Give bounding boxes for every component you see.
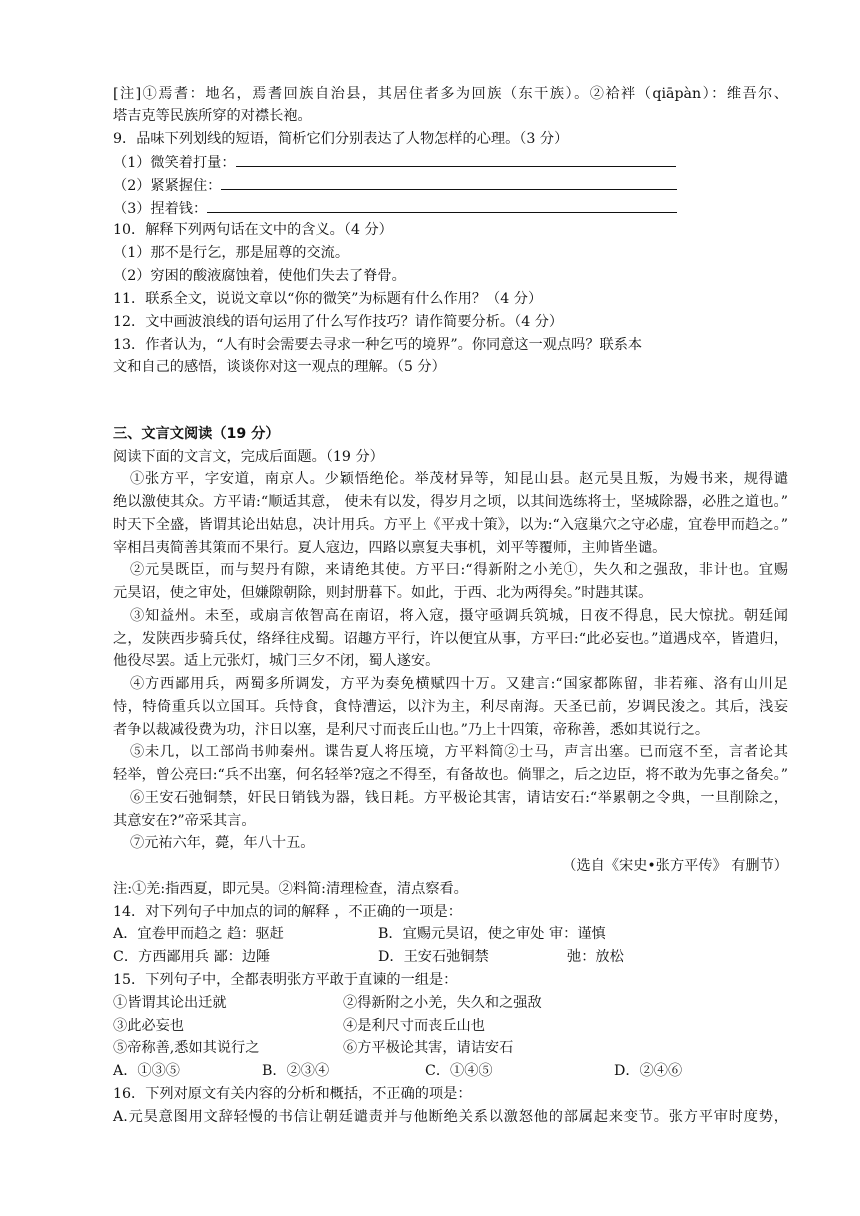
question-10-stem: 10．解释下列两句话在文中的含义。（4 分）	[113, 222, 393, 238]
question-14-stem: 14．对下列句子中加点的词的解释 ，不正确的一项是：	[113, 904, 462, 920]
annotation-line-2: 塔吉克等民族所穿的对襟长袍。	[113, 108, 312, 124]
question-10-item-1: （1）那不是行乞，那是屈尊的交流。	[113, 245, 350, 261]
source-citation: （选自《宋史•张方平传》 有删节）	[562, 858, 788, 874]
question-9-stem: 9．品味下列划线的短语，简析它们分别表达了人物怎样的心理。（3 分）	[113, 131, 569, 147]
question-14-option-b[interactable]: B．宜赐元昊诏，使之审处 审：谨慎	[378, 926, 606, 942]
footnote: 注:①羌:指西夏，即元昊。②料简:清理检查，清点察看。	[113, 881, 468, 897]
question-16-stem: 16．下列对原文有关内容的分析和概括，不正确的项是：	[113, 1086, 472, 1102]
passage-line: ③知益州。未至，或扇言侬智高在南诏，将入寇，摄守亟调兵筑城，日夜不得息，民大惊扰。朝廷闻	[130, 608, 788, 624]
passage-line: 恃，特倚重兵以立国耳。兵恃食，食恃漕运，以汴为主，利尽南海。天圣已前，岁调民浚之。其后，浅妄	[113, 699, 788, 715]
question-15-sentence-4: ④是利尺寸而丧丘山也	[343, 1018, 485, 1034]
passage-line: 之，发陕西步骑兵仗，络绎往戍蜀。诏趣方平行，许以便宜从事，方平曰:“此必妄也。”道遇戍卒，皆遣归，	[113, 631, 788, 647]
question-12: 12．文中画波浪线的语句运用了什么写作技巧？请作简要分析。（4 分）	[113, 314, 564, 330]
passage-line: ②元昊既臣，而与契丹有隙，来请绝其使。方平曰:“得新附之小羌①，失久和之强敌，非计也。宜赐	[130, 562, 788, 578]
question-15-sentence-5: ⑤帝称善,悉如其说行之	[113, 1040, 260, 1056]
question-15-option-a[interactable]: A．①③⑤	[113, 1063, 180, 1079]
passage-line: ⑥王安石弛铜禁，奸民日销钱为器，钱日耗。方平极论其害，请诘安石:“举累朝之令典，一旦削除之，	[130, 790, 788, 806]
question-15-sentence-1: ①皆谓其论出迁就	[113, 995, 227, 1011]
question-14-option-c[interactable]: C．方西鄙用兵 鄙：边陲	[113, 949, 271, 965]
question-13-line-2: 文和自己的感悟，谈谈你对这一观点的理解。（5 分）	[113, 359, 446, 375]
passage-line: 时天下全盛，皆谓其论出姑息，决计用兵。方平上《平戎十策》，以为:“入寇巢穴之守必虚，宜卷甲而趋之。”	[113, 517, 788, 533]
passage-line: 其意安在?”帝采其言。	[113, 813, 256, 829]
question-14-option-d-gloss: 弛：放松	[567, 949, 624, 965]
section-3-title: 三、文言文阅读（19 分）	[113, 426, 280, 442]
answer-blank[interactable]	[236, 151, 676, 167]
question-14-option-a[interactable]: A．宜卷甲而趋之 趋：驱赶	[113, 926, 284, 942]
passage-line: ⑤未几，以工部尚书帅秦州。谍告夏人将压境，方平料简②士马，声言出塞。已而寇不至，言者论其	[130, 744, 788, 760]
question-15-sentence-3: ③此必妄也	[113, 1018, 184, 1034]
question-11: 11．联系全文，说说文章以“你的微笑”为标题有什么作用？（4 分）	[113, 291, 543, 307]
passage-line: 他役尽罢。适上元张灯，城门三夕不闭，蜀人遂安。	[113, 653, 440, 669]
question-10-item-2: （2）穷困的酸液腐蚀着，使他们失去了脊骨。	[113, 268, 406, 284]
question-15-option-d[interactable]: D．②④⑥	[614, 1063, 683, 1079]
question-16-option-a[interactable]: A.元昊意图用文辞轻慢的书信让朝廷谴责并与他断绝关系以激怒他的部属起来变节。张方平审时度势，	[113, 1109, 788, 1125]
passage-line: ①张方平，字安道，南京人。少颖悟绝伦。举茂材异等，知昆山县。赵元昊且叛，为嫚书来，规得谴	[130, 471, 788, 487]
question-15-stem: 15．下列句子中，全都表明张方平敢于直谏的一组是：	[113, 972, 458, 988]
question-15-option-c[interactable]: C．①④⑤	[425, 1063, 493, 1079]
passage-line: 宰相吕夷简善其策而不果行。夏人寇边，四路以禀复夫事机，刘平等覆师，主帅皆坐谴。	[113, 540, 667, 556]
section-3-intro: 阅读下面的文言文，完成后面题。（19 分）	[113, 449, 384, 465]
passage-line: 绝以激使其众。方平请:“顺适其意， 使未有以发，得岁月之顷，以其间选练将士，坚城除器，必胜之道也。”	[113, 494, 788, 510]
question-15-sentence-6: ⑥方平极论其害，请诘安石	[343, 1040, 514, 1056]
passage-line: 者争以裁减役费为功，汴日以塞，是利尺寸而丧丘山也。”乃上十四策，帝称善，悉如其说行之。	[113, 722, 710, 738]
answer-blank[interactable]	[207, 197, 677, 213]
question-14-option-d[interactable]: D．王安石弛铜禁	[378, 949, 489, 965]
question-9-item-2: （2）紧紧握住：	[113, 174, 677, 197]
passage-line: 元昊诏，使之审处，但嫌隙朝除，则封册暮下。如此，于西、北为两得矣。”时韪其谋。	[113, 585, 653, 601]
passage-line: ⑦元祐六年，薨，年八十五。	[130, 835, 315, 851]
passage-line: 轻举，曾公亮曰:“兵不出塞，何名轻举?寇之不得至，有备故也。倘罪之，后之边臣，将不敢为先事之备矣。”	[113, 767, 788, 783]
question-15-sentence-2: ②得新附之小羌，失久和之强敌	[343, 995, 542, 1011]
question-15-option-b[interactable]: B．②③④	[262, 1063, 330, 1079]
answer-blank[interactable]	[221, 174, 677, 190]
question-9-item-1: （1）微笑着打量：	[113, 151, 676, 174]
question-9-item-3: （3）捏着钱：	[113, 197, 677, 220]
annotation-line-1: [注]①焉耆：地名，焉耆回族自治县，其居住者多为回族（东干族）。②袷袢（qiāpàn）：维吾尔、	[113, 86, 788, 102]
question-13-line-1: 13．作者认为，“人有时会需要去寻求一种乞丐的境界”。你同意这一观点吗？联系本	[113, 337, 643, 353]
passage-line: ④方西鄙用兵，两蜀多所调发，方平为奏免横赋四十万。又建言:“国家都陈留，非若雍、洛有山川足	[130, 676, 788, 692]
